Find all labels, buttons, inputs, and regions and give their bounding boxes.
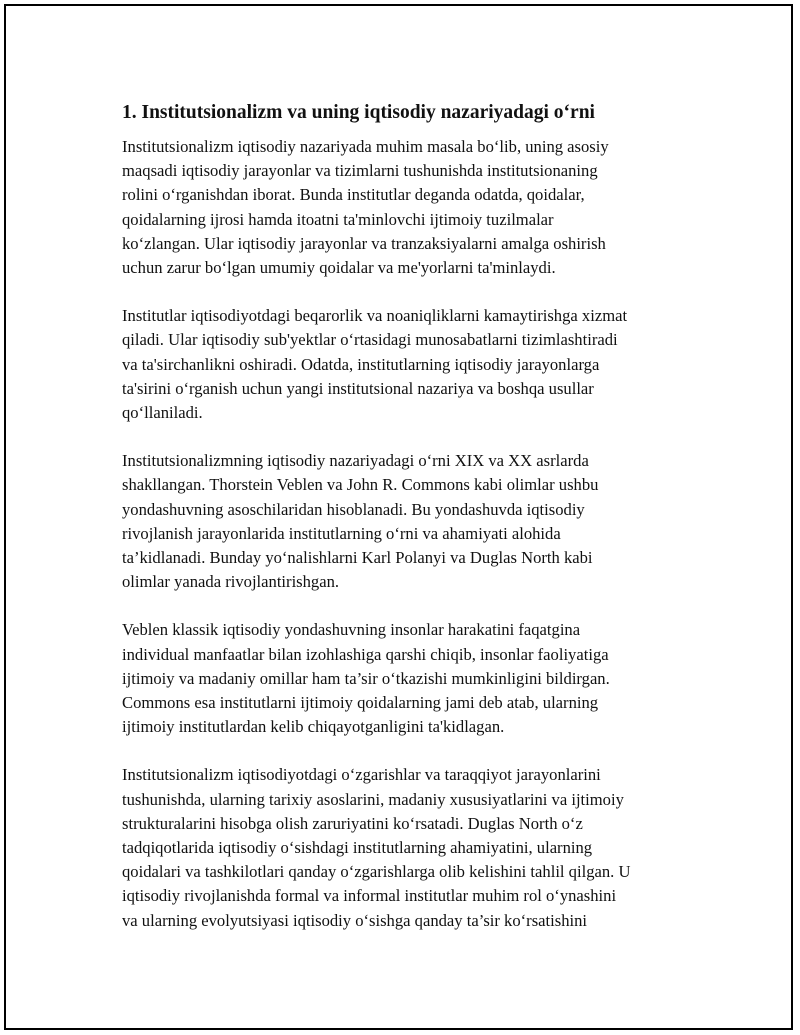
text-line: uchun zarur bo‘lgan umumiy qoidalar va me'yorlarni ta'minlaydi. (122, 258, 556, 278)
document-page (4, 4, 793, 1030)
text-line: qoidalari va tashkilotlari qanday o‘zgarishlarga olib kelishini tahlil qilgan. U (122, 862, 631, 882)
text-line: va ta'sirchanlikni oshiradi. Odatda, institutlarning iqtisodiy jarayonlarga (122, 354, 600, 374)
text-line: Commons esa institutlarni ijtimoiy qoidalarning jami deb atab, ularning (122, 693, 599, 713)
paragraph (122, 449, 697, 594)
paragraph (122, 763, 697, 932)
text-line: tushunishda, ularning tarixiy asoslarini, madaniy xususiyatlarini va ijtimoiy (122, 789, 624, 809)
text-line: tadqiqotlarida iqtisodiy o‘sishdagi institutlarning ahamiyatini, ularning (122, 838, 593, 858)
text-line: qoidalarning ijrosi hamda itoatni ta'minlovchi ijtimoiy tuzilmalar (122, 209, 554, 229)
text-line: olimlar yanada rivojlantirishgan. (122, 572, 340, 592)
text-line: ko‘zlangan. Ular iqtisodiy jarayonlar va tranzaksiyalarni amalga oshirish (122, 233, 606, 253)
text-line: maqsadi iqtisodiy jarayonlar va tizimlarni tushunishda institutsionaning (122, 161, 598, 181)
text-line: va ularning evolyutsiyasi iqtisodiy o‘sishga qanday ta’sir ko‘rsatishini (122, 910, 588, 930)
text-line: strukturalarini hisobga olish zaruriyatini ko‘rsatadi. Duglas North o‘z (122, 813, 583, 833)
document-body (122, 100, 697, 957)
section-heading: 1. Institutsionalizm va uning iqtisodiy nazariyadagi o‘rni (122, 102, 595, 123)
paragraph (122, 618, 697, 739)
text-line: shakllangan. Thorstein Veblen va John R. Commons kabi olimlar ushbu (122, 475, 599, 495)
text-line: Institutsionalizm iqtisodiy nazariyada muhim masala bo‘lib, uning asosiy (122, 137, 609, 156)
text-line: individual manfaatlar bilan izohlashiga qarshi chiqib, insonlar faoliyatiga (122, 644, 609, 664)
paragraph (122, 304, 697, 425)
text-line: Institutlar iqtisodiyotdagi beqarorlik va noaniqliklarni kamaytirishga xizmat (122, 306, 628, 326)
text-line: rivojlanish jarayonlarida institutlarning o‘rni va ahamiyati alohida (122, 523, 561, 543)
text-line: Institutsionalizmning iqtisodiy nazariyadagi o‘rni XIX va XX asrlarda (122, 451, 589, 471)
text-line: ijtimoiy institutlardan kelib chiqayotganligini ta'kidlagan. (122, 717, 505, 737)
text-line: Veblen klassik iqtisodiy yondashuvning insonlar harakatini faqatgina (122, 620, 581, 640)
text-line: ta'sirini o‘rganish uchun yangi institutsional nazariya va boshqa usullar (122, 378, 594, 398)
text-line: qiladi. Ular iqtisodiy sub'yektlar o‘rtasidagi munosabatlarni tizimlashtiradi (122, 330, 618, 350)
text-line: yondashuvning asoschilaridan hisoblanadi. Bu yondashuvda iqtisodiy (122, 499, 585, 519)
text-line: ta’kidlanadi. Bunday yo‘nalishlarni Karl Polanyi va Duglas North kabi (122, 548, 593, 568)
text-line: Institutsionalizm iqtisodiyotdagi o‘zgarishlar va taraqqiyot jarayonlarini (122, 765, 601, 785)
paragraph (122, 135, 697, 280)
text-line: qo‘llaniladi. (122, 403, 203, 423)
text-line: iqtisodiy rivojlanishda formal va informal institutlar muhim rol o‘ynashini (122, 886, 617, 906)
text-line: rolini o‘rganishdan iborat. Bunda institutlar deganda odatda, qoidalar, (122, 185, 585, 205)
text-line: ijtimoiy va madaniy omillar ham ta’sir o‘tkazishi mumkinligini bildirgan. (122, 668, 610, 688)
